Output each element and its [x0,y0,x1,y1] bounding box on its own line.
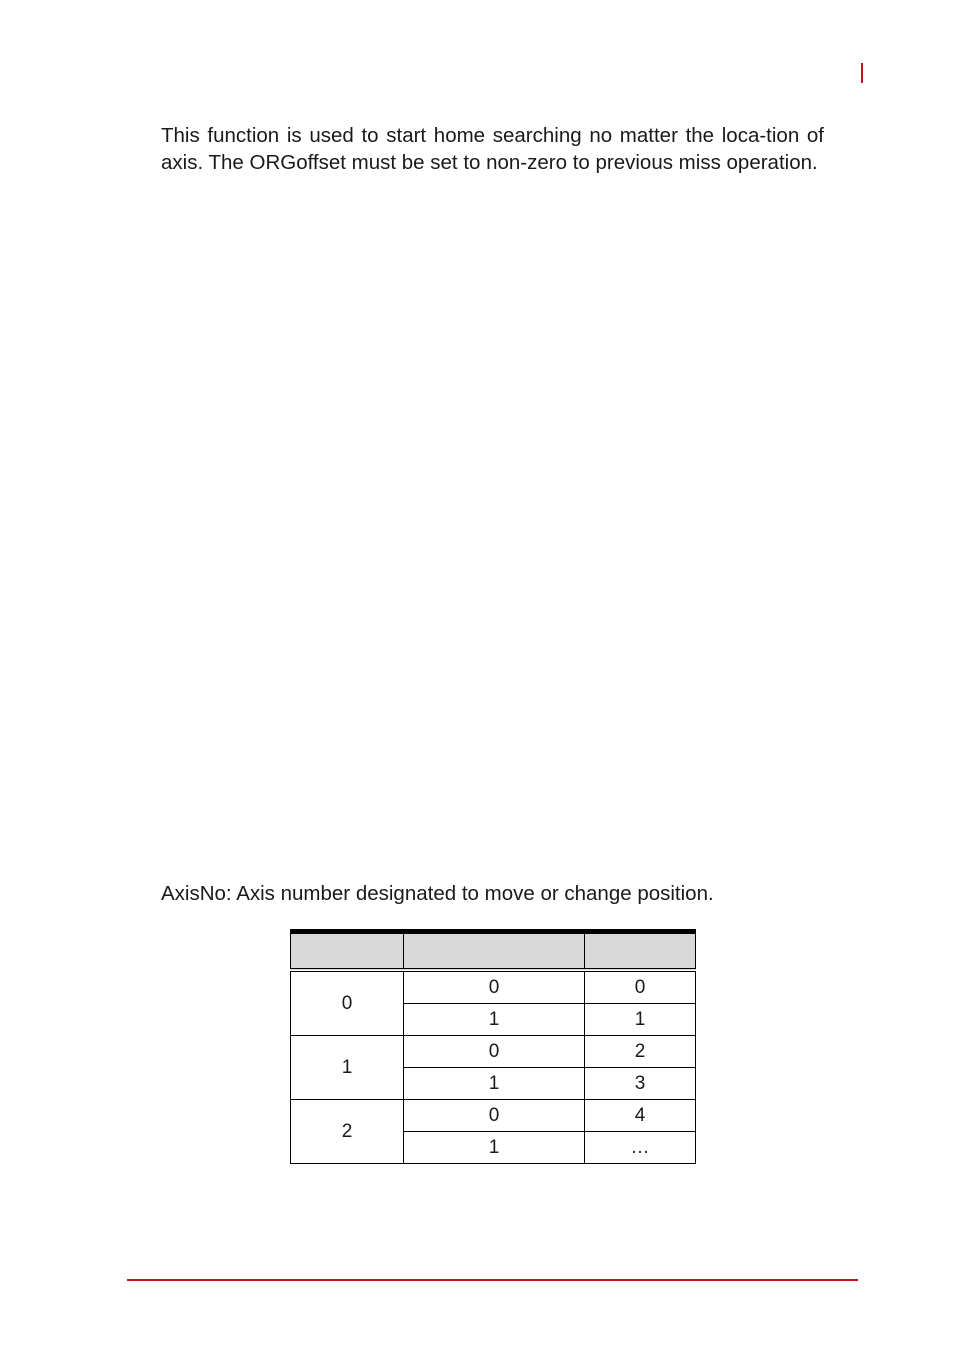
table-header-cell [291,932,404,971]
table-cell: 1 [404,1068,585,1100]
table-cell: 0 [404,1036,585,1068]
axis-number-table [290,929,696,1164]
table-row [291,1036,696,1068]
table-cell: 1 [404,1004,585,1036]
table-header-row [291,932,696,971]
table-cell: 3 [585,1068,696,1100]
table-cell: 1 [404,1132,585,1164]
parameter-axisno-description: AxisNo: Axis number designated to move or change position. [161,882,714,905]
table-cell: 0 [404,970,585,1004]
table-row [291,970,696,1004]
table-cell: 1 [585,1004,696,1036]
table-cell: 0 [585,970,696,1004]
table-header-cell [585,932,696,971]
table-cell: … [585,1132,696,1164]
table-cell: 0 [404,1100,585,1132]
table-header-cell [404,932,585,971]
table-cell: 4 [585,1100,696,1132]
table-group-cell: 2 [291,1100,404,1164]
table-group-cell: 0 [291,970,404,1036]
table-row [291,1100,696,1132]
table-cell: 2 [585,1036,696,1068]
function-description: This function is used to start home searching no matter the loca-tion of axis. The ORGoffset must be set to non-zero to previous miss operation. [161,124,824,174]
footer-rule [127,1279,858,1281]
header-accent-mark [861,63,863,83]
table-group-cell: 1 [291,1036,404,1100]
